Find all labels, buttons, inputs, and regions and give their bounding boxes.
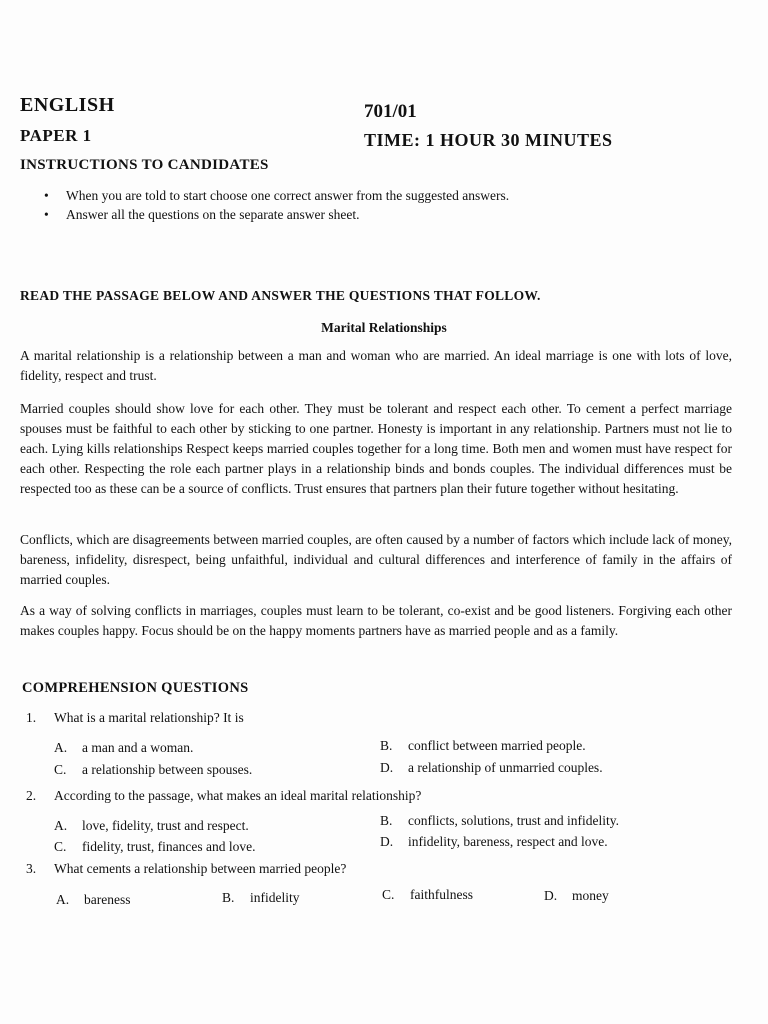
option-a (54, 818, 249, 834)
option-b (222, 890, 300, 906)
option-c (382, 887, 473, 903)
time-allowed: TIME: 1 HOUR 30 MINUTES (364, 130, 613, 150)
option-text: infidelity, bareness, respect and love. (408, 834, 608, 849)
option-d (380, 760, 603, 776)
option-text: fidelity, trust, finances and love. (82, 839, 256, 854)
question-text: What is a marital relationship? It is (54, 710, 244, 725)
paper-number: PAPER 1 (20, 126, 92, 145)
option-letter: D. (544, 888, 558, 903)
option-d (544, 888, 609, 904)
option-letter: A. (56, 892, 70, 907)
subject-title: ENGLISH (20, 94, 115, 116)
option-letter: A. (54, 740, 68, 755)
passage-paragraph: Conflicts, which are disagreements between married couples, are often caused by a number of factors which include lack of money, bareness, infidelity, disrespect, being unfaithful, individual and cultural differences and interference of family in the affairs of married couples. (20, 532, 732, 587)
question-text: What cements a relationship between married people? (54, 861, 347, 876)
instruction-text: When you are told to start choose one correct answer from the suggested answers. (66, 188, 510, 203)
passage-heading: READ THE PASSAGE BELOW AND ANSWER THE QUESTIONS THAT FOLLOW. (20, 288, 541, 303)
option-text: money (572, 888, 609, 903)
bullet-icon: • (44, 207, 49, 222)
option-text: a relationship of unmarried couples. (408, 760, 603, 775)
option-a (54, 740, 193, 756)
instruction-text: Answer all the questions on the separate answer sheet. (66, 207, 360, 222)
option-text: conflict between married people. (408, 738, 586, 753)
option-text: love, fidelity, trust and respect. (82, 818, 249, 833)
option-letter: D. (380, 760, 394, 775)
instruction-item (40, 186, 509, 205)
question-number: 3. (26, 861, 37, 876)
option-text: infidelity (250, 890, 300, 905)
instructions-list (40, 186, 509, 224)
option-d (380, 834, 608, 850)
passage-paragraph: As a way of solving conflicts in marriages, couples must learn to be tolerant, co-exist and be good listeners. Forgiving each other makes couples happy. Focus should be on the happy moments partners have as married people and as a family. (20, 603, 732, 638)
passage-title: Marital Relationships (321, 320, 447, 335)
option-c (54, 762, 252, 778)
option-text: a relationship between spouses. (82, 762, 253, 777)
option-b (380, 813, 619, 829)
option-letter: C. (382, 887, 395, 902)
option-letter: D. (380, 834, 394, 849)
passage-paragraph: A marital relationship is a relationship between a man and woman who are married. An ideal marriage is one with lots of love, fidelity, respect and trust. (20, 348, 732, 383)
option-letter: A. (54, 818, 68, 833)
option-text: faithfulness (410, 887, 473, 902)
option-text: a man and a woman. (82, 740, 194, 755)
passage-paragraph: Married couples should show love for each other. They must be tolerant and respect each other. To cement a perfect marriage spouses must be faithful to each other by sticking to one partner. Honesty is important in any relationship. Partners must not lie to each. Lying kills relationships Respect keeps married couples together for a long time. Both men and women must have respect for each other. Respecting the role each partner plays in a relationship binds and bonds couples. The individual differences must be respected too as these can be a source of conflicts. Trust ensures that partners plan their future together without hesitating. (20, 401, 732, 496)
instructions-title: INSTRUCTIONS TO CANDIDATES (20, 157, 269, 173)
question-number: 1. (26, 710, 37, 725)
option-letter: B. (380, 738, 393, 753)
option-c (54, 839, 255, 855)
option-letter: C. (54, 839, 67, 854)
question-number: 2. (26, 788, 37, 803)
option-letter: B. (380, 813, 393, 828)
option-b (380, 738, 586, 754)
option-text: bareness (84, 892, 131, 907)
option-a (56, 892, 130, 908)
bullet-icon: • (44, 188, 49, 203)
comprehension-heading: COMPREHENSION QUESTIONS (22, 680, 249, 696)
option-letter: C. (54, 762, 67, 777)
instruction-item (40, 205, 509, 224)
question-text: According to the passage, what makes an ideal marital relationship? (54, 788, 422, 803)
option-text: conflicts, solutions, trust and infidelity. (408, 813, 619, 828)
paper-code: 701/01 (364, 101, 417, 122)
option-letter: B. (222, 890, 235, 905)
